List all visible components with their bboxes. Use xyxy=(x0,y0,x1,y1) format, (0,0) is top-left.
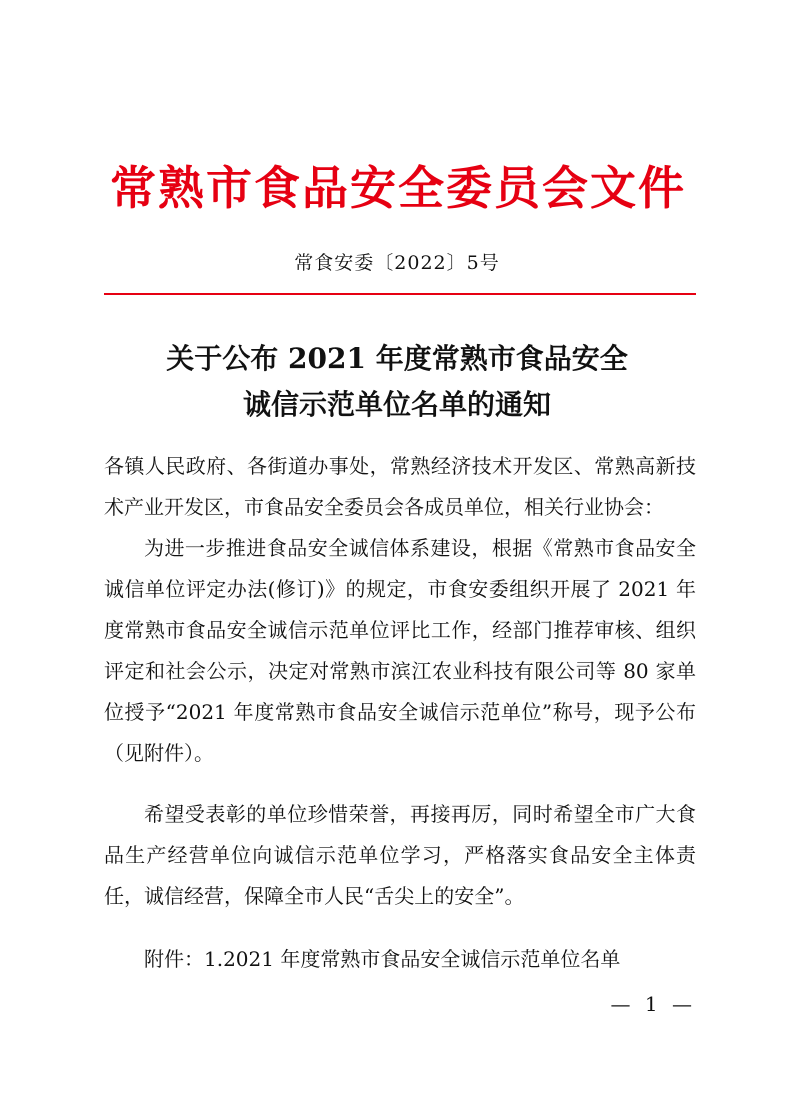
body-paragraph-2: 希望受表彰的单位珍惜荣誉，再接再厉，同时希望全市广大食品生产经营单位向诚信示范单位学习，严格落实食品安全主体责任，诚信经营，保障全市人民“舌尖上的安全”。 xyxy=(104,802,696,908)
red-separator-line xyxy=(104,293,696,295)
attachment-line: 附件：1.2021 年度常熟市食品安全诚信示范单位名单 xyxy=(144,947,621,971)
addressees-paragraph: 各镇人民政府、各街道办事处，常熟经济技术开发区、常熟高新技术产业开发区，市食品安全委员会各成员单位，相关行业协会： xyxy=(104,454,696,519)
notice-title-line-2: 诚信示范单位名单的通知 xyxy=(242,388,551,421)
document-header-title: 常熟市食品安全委员会文件 xyxy=(110,161,686,215)
body-paragraph-1: 为进一步推进食品安全诚信体系建设，根据《常熟市食品安全诚信单位评定办法(修订)》的规定，市食安委组织开展了 2021 年度常熟市食品安全诚信示范单位评比工作，经部门推荐审核、组织评定和社会公示，决定对常熟市滨江农业科技有限公司等 80 家单位授予“2021 年度常熟市食品安全诚信示范单位”称号，现予公布（见附件）。 xyxy=(104,536,696,765)
page-number: — 1 — xyxy=(610,992,696,1016)
notice-title-line-1: 关于公布 2021 年度常熟市食品安全 xyxy=(166,342,628,375)
document-number: 常食安委〔2022〕5号 xyxy=(294,252,500,274)
notice-title xyxy=(0,336,794,428)
notice-body xyxy=(104,446,696,980)
